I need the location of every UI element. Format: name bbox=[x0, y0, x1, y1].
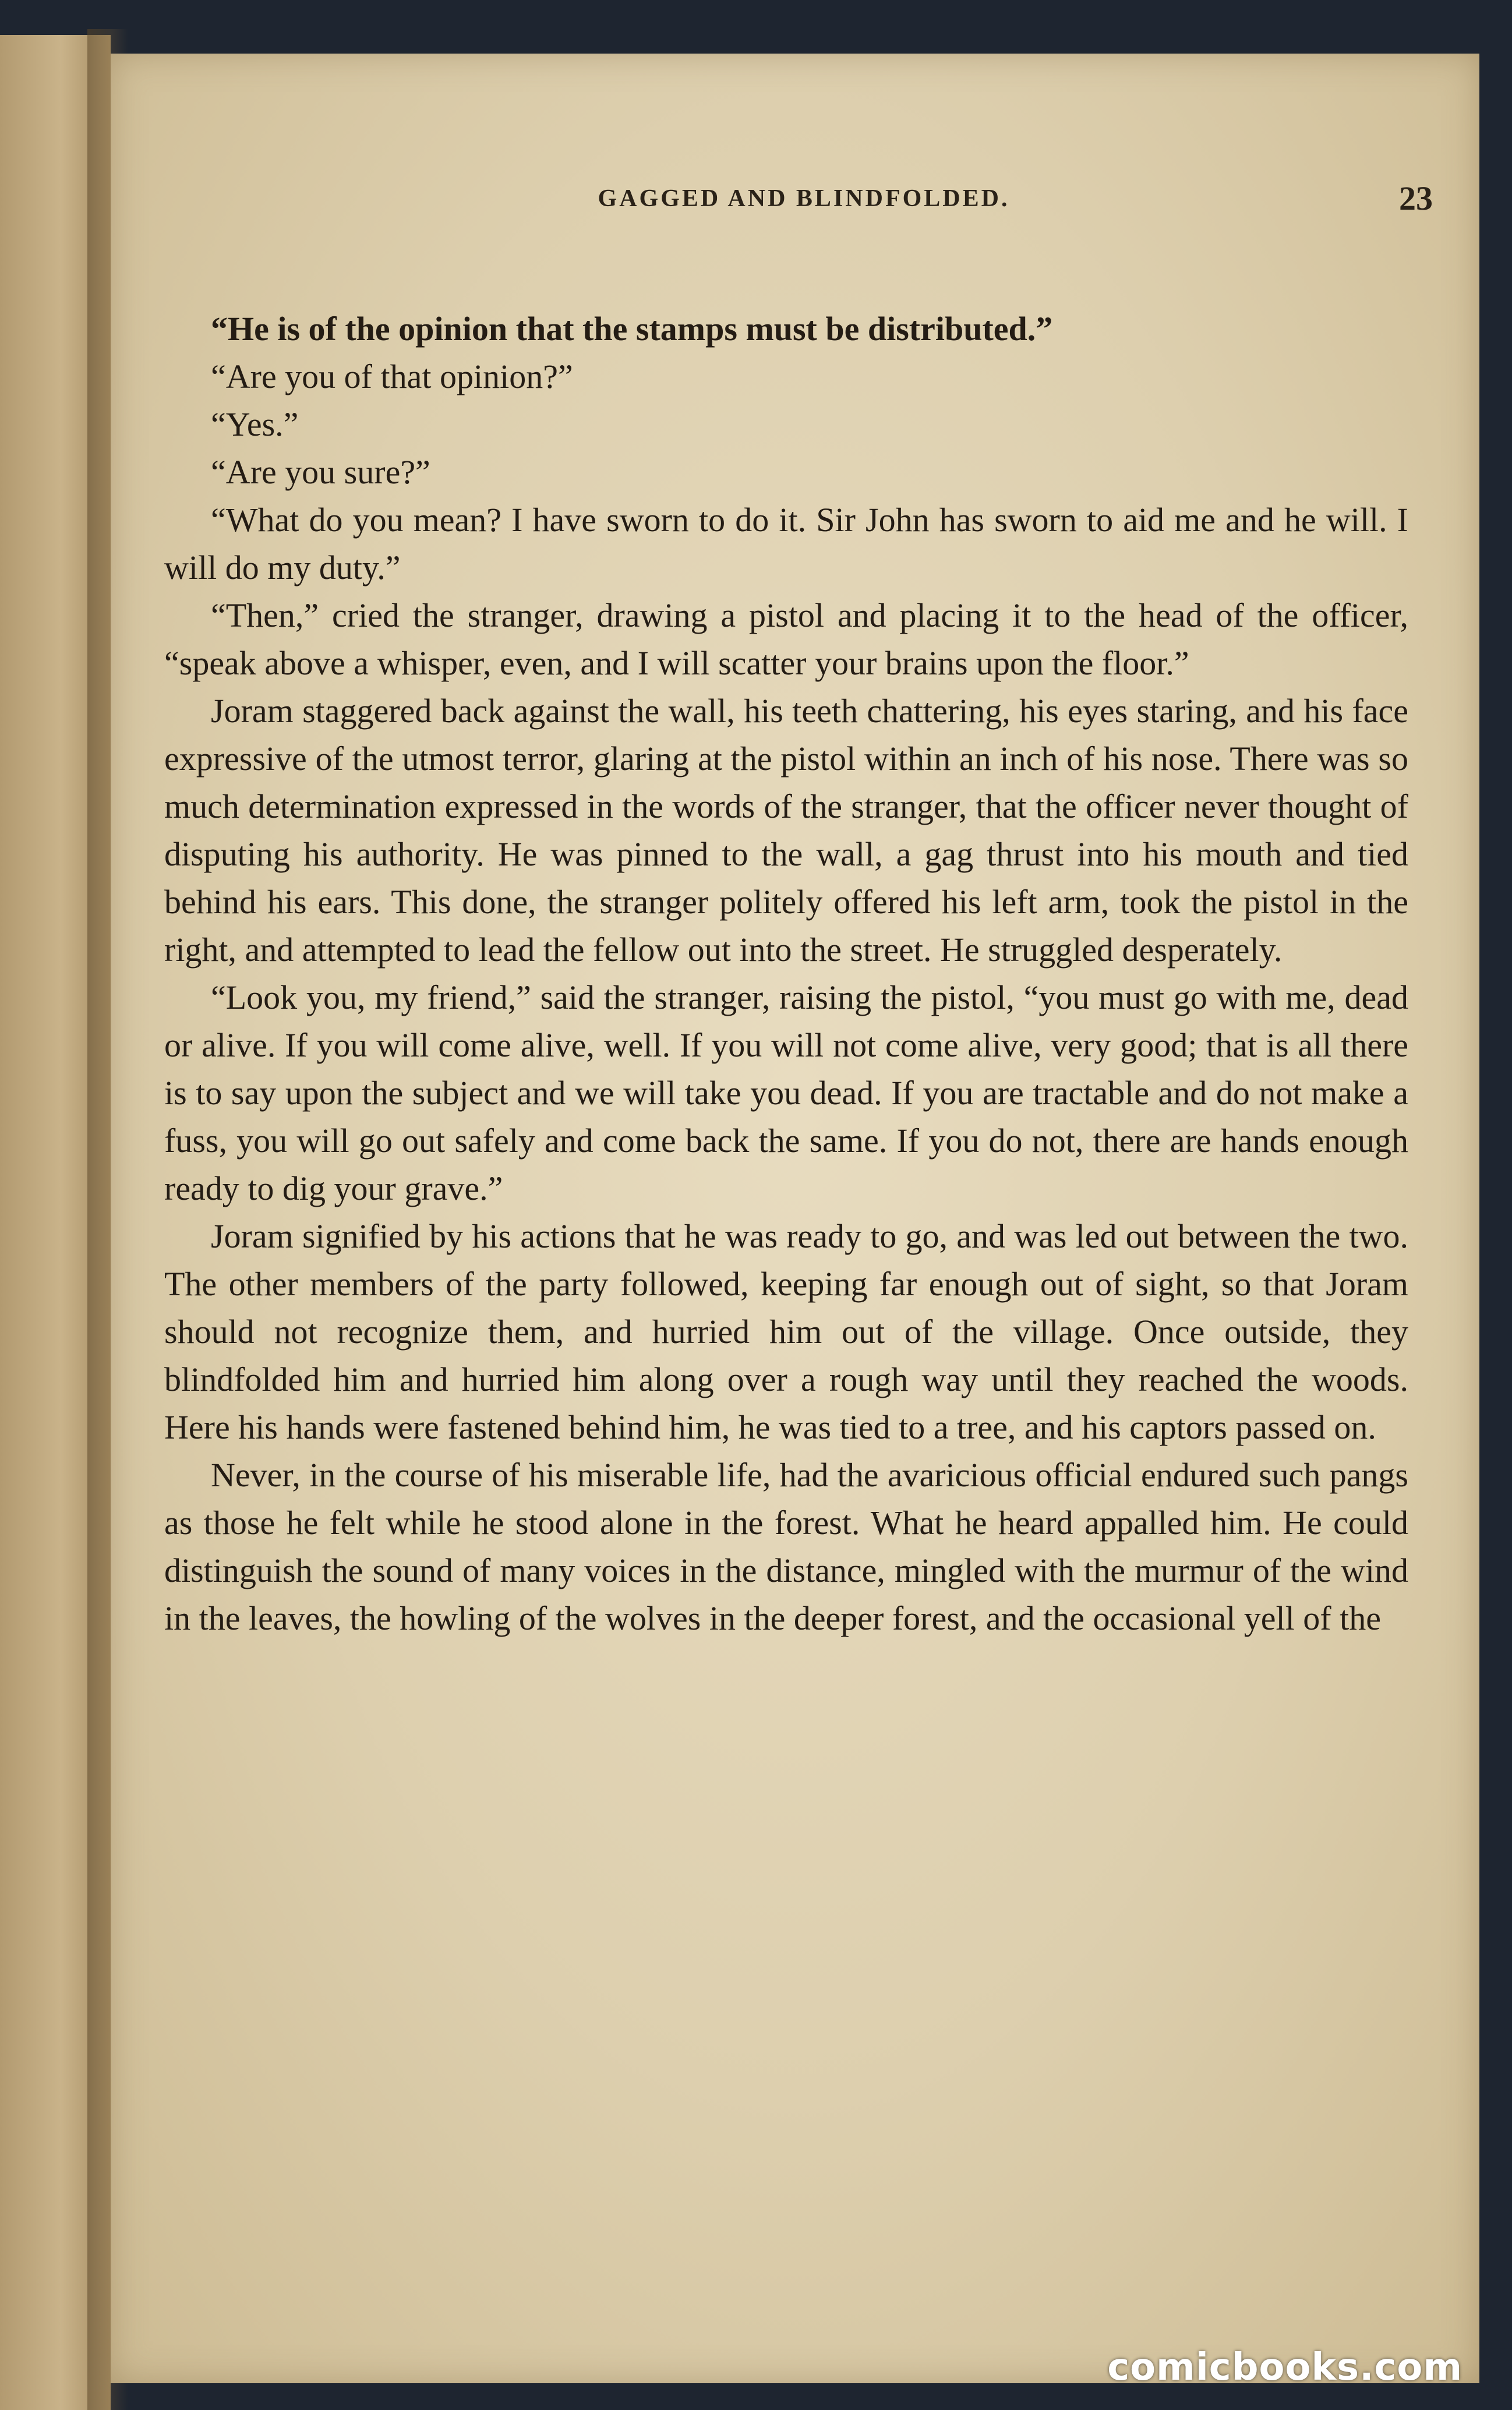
watermark: comicbooks.com bbox=[1107, 2346, 1462, 2389]
paragraph: “Yes.” bbox=[211, 405, 299, 443]
running-head: GAGGED AND BLINDFOLDED. bbox=[598, 185, 1010, 212]
page-header bbox=[163, 179, 1444, 225]
paragraph: “Are you sure?” bbox=[211, 453, 430, 491]
paragraph: “Look you, my friend,” said the stranger, raising the pistol, “you must go with me, dead or alive. If you will come alive, well. If you will not come alive, very good; that is all there is to say upon the subject and we will take you dead. If you are tractable and do not make a fuss, you will go out safely and come back the same. If you do not, there are hands enough ready to dig your grave.” bbox=[164, 978, 1408, 1207]
paragraph: “Then,” cried the stranger, drawing a pistol and placing it to the head of the officer, “speak above a whisper, even, and I will scatter your brains upon the floor.” bbox=[164, 596, 1408, 682]
paragraph: Joram staggered back against the wall, his teeth chattering, his eyes staring, and his face expressive of the utmost terror, glaring at the pistol within an inch of his nose. There was so much determination expressed in the words of the stranger, that the officer never thought of disputing his authority. He was pinned to the wall, a gag thrust into his mouth and tied behind his ears. This done, the stranger politely offered his left arm, took the pistol in the right, and attempted to lead the fellow out into the street. He struggled desperately. bbox=[164, 692, 1408, 969]
paragraph: Joram signified by his actions that he was ready to go, and was led out between the two. The other members of the party followed, keeping far enough out of sight, so that Joram should not recognize them, and hurried him out of the village. Once outside, they blindfolded him and hurried him along over a rough way until they reached the woods. Here his hands were fastened behind him, he was tied to a tree, and his captors passed on. bbox=[164, 1217, 1408, 1446]
paragraph: Never, in the course of his miserable life, had the avaricious official endured such pangs as those he felt while he stood alone in the forest. What he heard appalled him. He could distinguish the sound of many voices in the distance, mingled with the murmur of the wind in the leaves, the howling of the wolves in the deeper forest, and the occasional yell of the bbox=[164, 1456, 1408, 1637]
body-text bbox=[164, 305, 1408, 1642]
paragraph: “He is of the opinion that the stamps must be distributed.” bbox=[211, 310, 1053, 348]
paragraph: “Are you of that opinion?” bbox=[211, 358, 573, 395]
page-number: 23 bbox=[1399, 179, 1433, 217]
paragraph: “What do you mean? I have sworn to do it. Sir John has sworn to aid me and he will. I will do my duty.” bbox=[164, 501, 1408, 586]
page-sheet bbox=[111, 54, 1479, 2383]
